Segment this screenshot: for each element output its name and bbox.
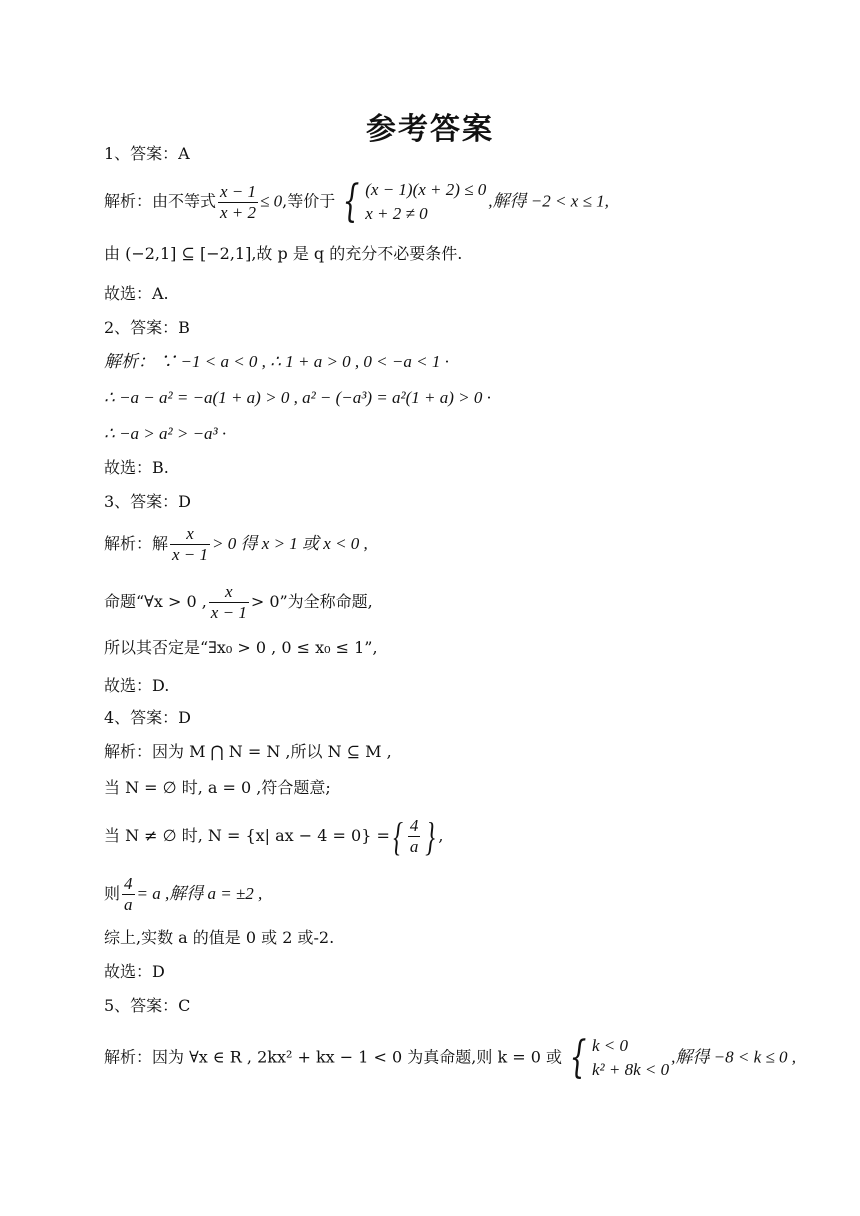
q1-system: { (x − 1)(x + 2) ≤ 0 x + 2 ≠ 0	[342, 176, 487, 227]
q3-fraction-2: $\frac{x}{x - 1}$	[210, 582, 247, 622]
q5-system: { k < 0 k² + 8k < 0	[569, 1032, 670, 1083]
q3-answer: 3、答案：D	[104, 492, 192, 511]
q4-analysis-line2: 当 N = ∅ 时, a = 0 ,符合题意;	[104, 778, 331, 797]
q3-analysis-line1: 解析：解 $\frac{x}{x - 1}$ > 0 得 x > 1 或 x < 0 ,	[104, 524, 368, 564]
q1-choice: 故选：A.	[104, 284, 169, 303]
q1-fraction: $\frac{x - 1}{x + 2}$	[220, 181, 257, 222]
q1-result: ,解得 −2 < x ≤ 1,	[488, 191, 609, 211]
q1-ineq: ≤ 0	[260, 191, 283, 211]
q3-analysis-line3: 所以其否定是“∃x₀ > 0 , 0 ≤ x₀ ≤ 1”,	[104, 638, 378, 657]
q4-set: { $\frac{4}{a}$ }	[393, 813, 436, 859]
q2-choice: 故选：B.	[104, 458, 169, 477]
q5-analysis: 解析：因为 ∀x ∈ R , 2kx² + kx − 1 < 0 为真命题,则 k = 0 或 { k < 0 k² + 8k < 0 ,解得 −8 < k ≤ 0 ,	[104, 1032, 796, 1083]
q4-fraction: $\frac{4}{a}$	[124, 874, 133, 914]
q2-analysis-line3: ∴ −a > a² > −a³ ·	[104, 424, 227, 443]
q1-mid-text: ,等价于	[282, 191, 336, 211]
q1-analysis-text: 解析：由不等式	[104, 191, 217, 211]
q4-analysis-line1: 解析：因为 M ⋂ N = N ,所以 N ⊆ M ,	[104, 742, 392, 761]
q5-answer: 5、答案：C	[104, 996, 191, 1015]
q4-analysis-line4: 则 $\frac{4}{a}$ = a ,解得 a = ±2 ,	[104, 874, 263, 914]
q3-analysis-line2: 命题“∀x > 0 , $\frac{x}{x - 1}$ > 0”为全称命题,	[104, 582, 373, 622]
q4-summary: 综上,实数 a 的值是 0 或 2 或-2.	[104, 928, 335, 947]
q1-analysis	[104, 178, 609, 226]
q2-analysis-line2: ∴ −a − a² = −a(1 + a) > 0 , a² − (−a³) = a²(1 + a) > 0 ·	[104, 388, 491, 407]
q4-analysis-line3: 当 N ≠ ∅ 时, N = {x| ax − 4 = 0} ={ $\frac{4}{a}$ } ,	[104, 813, 444, 859]
q3-choice: 故选：D.	[104, 676, 170, 695]
q2-analysis-line1: 解析： ∵ −1 < a < 0 , ∴ 1 + a > 0 , 0 < −a < 1 ·	[104, 352, 449, 371]
q2-answer: 2、答案：B	[104, 318, 190, 337]
q1-conclusion: 由 (−2,1] ⊆ [−2,1],故 p 是 q 的充分不必要条件.	[104, 244, 463, 263]
q3-fraction-1: $\frac{x}{x - 1}$	[172, 524, 209, 564]
q4-answer: 4、答案：D	[104, 708, 192, 727]
q1-answer: 1、答案：A	[104, 144, 190, 163]
q4-choice: 故选：D	[104, 962, 165, 981]
page-title: 参考答案	[366, 112, 494, 147]
